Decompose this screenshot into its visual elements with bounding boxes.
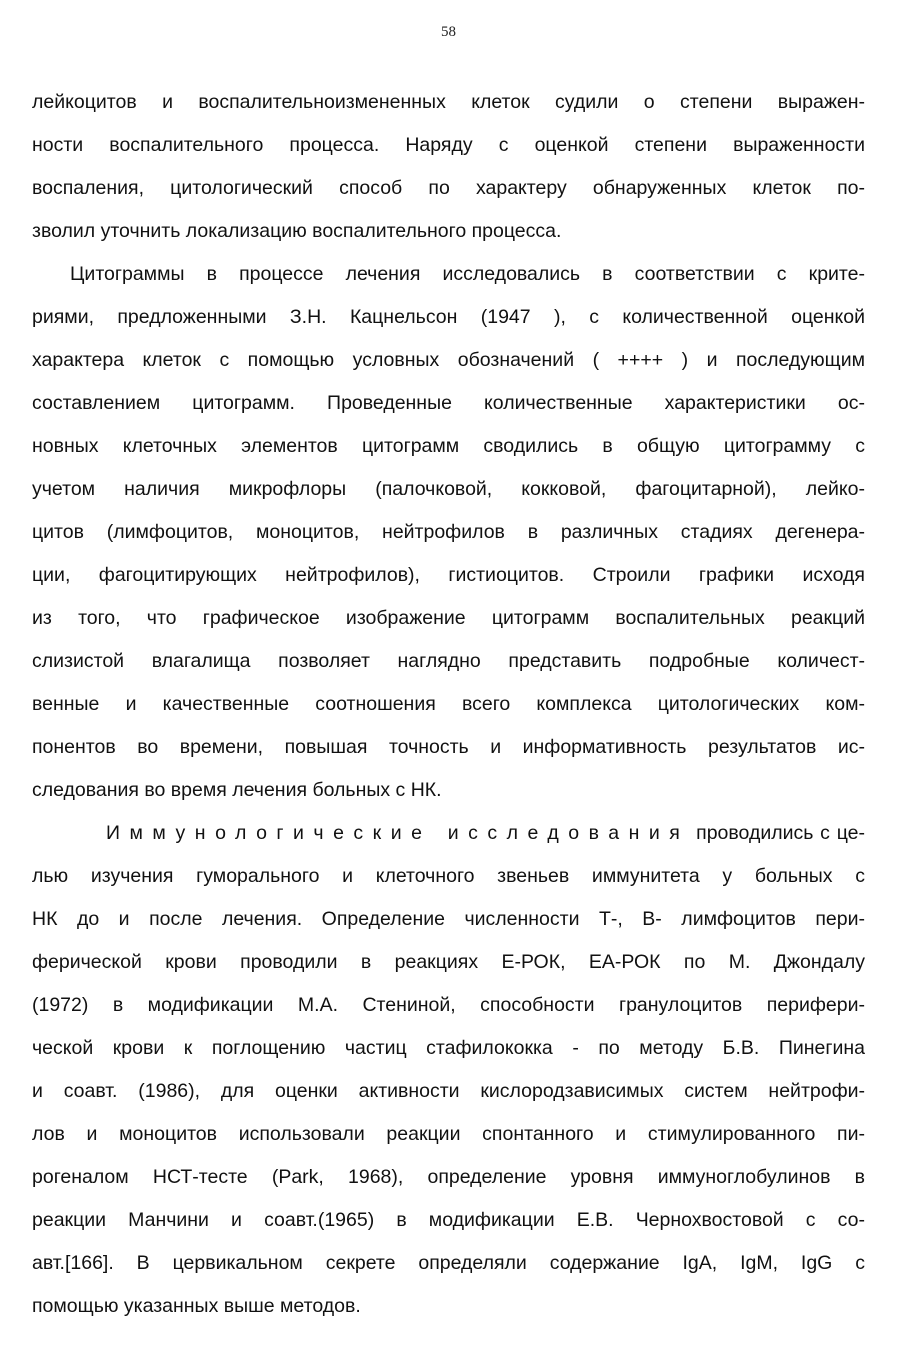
text-line: новных клеточных элементов цитограмм сводились в общую цитограмму с (32, 435, 865, 457)
text-line: воспаления, цитологический способ по характеру обнаруженных клеток по- (32, 177, 865, 199)
text-line: ности воспалительного процесса. Наряду с оценкой степени выраженности (32, 134, 865, 156)
text-line: учетом наличия микрофлоры (палочковой, кокковой, фагоцитарной), лейко- (32, 478, 865, 500)
text-line: авт.[166]. В цервикальном секрете определяли содержание IgA, IgM, IgG с (32, 1252, 865, 1274)
text-line: венные и качественные соотношения всего комплекса цитологических ком- (32, 693, 865, 715)
text-line: зволил уточнить локализацию воспалительного процесса. (32, 220, 562, 242)
text-line: цитов (лимфоцитов, моноцитов, нейтрофилов в различных стадиях дегенера- (32, 521, 865, 543)
text-line: лейкоцитов и воспалительноизмененных клеток судили о степени выражен- (32, 91, 865, 113)
text-line: ферической крови проводили в реакциях Е-РОК, ЕА-РОК по М. Джондалу (32, 951, 865, 973)
text-line: помощью указанных выше методов. (32, 1295, 361, 1317)
page-number: 58 (441, 24, 456, 40)
section-heading-continuation: проводились с це- (689, 822, 865, 844)
text-line: из того, что графическое изображение цитограмм воспалительных реакций (32, 607, 865, 629)
text-line: (1972) в модификации М.А. Стениной, способности гранулоцитов перифери- (32, 994, 865, 1016)
text-line: ции, фагоцитирующих нейтрофилов), гистиоцитов. Строили графики исходя (32, 564, 865, 586)
text-line (106, 812, 865, 855)
text-line: слизистой влагалища позволяет наглядно представить подробные количест- (32, 650, 865, 672)
text-line: реакции Манчини и соавт.(1965) в модификации Е.В. Чернохвостовой с со- (32, 1209, 865, 1231)
text-line: НК до и после лечения. Определение численности Т-, В- лимфоцитов пери- (32, 908, 865, 930)
text-line: и соавт. (1986), для оценки активности кислородзависимых систем нейтрофи- (32, 1080, 865, 1102)
text-line: рогеналом НСТ-тесте (Park, 1968), определение уровня иммуноглобулинов в (32, 1166, 865, 1188)
text-line: лью изучения гуморального и клеточного звеньев иммунитета у больных с (32, 865, 865, 887)
section-heading-spaced: Иммунологические исследования (106, 822, 690, 844)
text-line: следования во время лечения больных с НК. (32, 779, 442, 801)
text-line: риями, предложенными З.Н. Кацнельсон (1947 ), с количественной оценкой (32, 306, 865, 328)
text-line: понентов во времени, повышая точность и информативность результатов ис- (32, 736, 865, 758)
text-line: характера клеток с помощью условных обозначений ( ++++ ) и последующим (32, 349, 865, 371)
text-line: ческой крови к поглощению частиц стафилококка - по методу Б.В. Пинегина (32, 1037, 865, 1059)
text-line: составлением цитограмм. Проведенные количественные характеристики ос- (32, 392, 865, 414)
text-line: Цитограммы в процессе лечения исследовались в соответствии с крите- (70, 263, 865, 285)
text-line: лов и моноцитов использовали реакции спонтанного и стимулированного пи- (32, 1123, 865, 1145)
